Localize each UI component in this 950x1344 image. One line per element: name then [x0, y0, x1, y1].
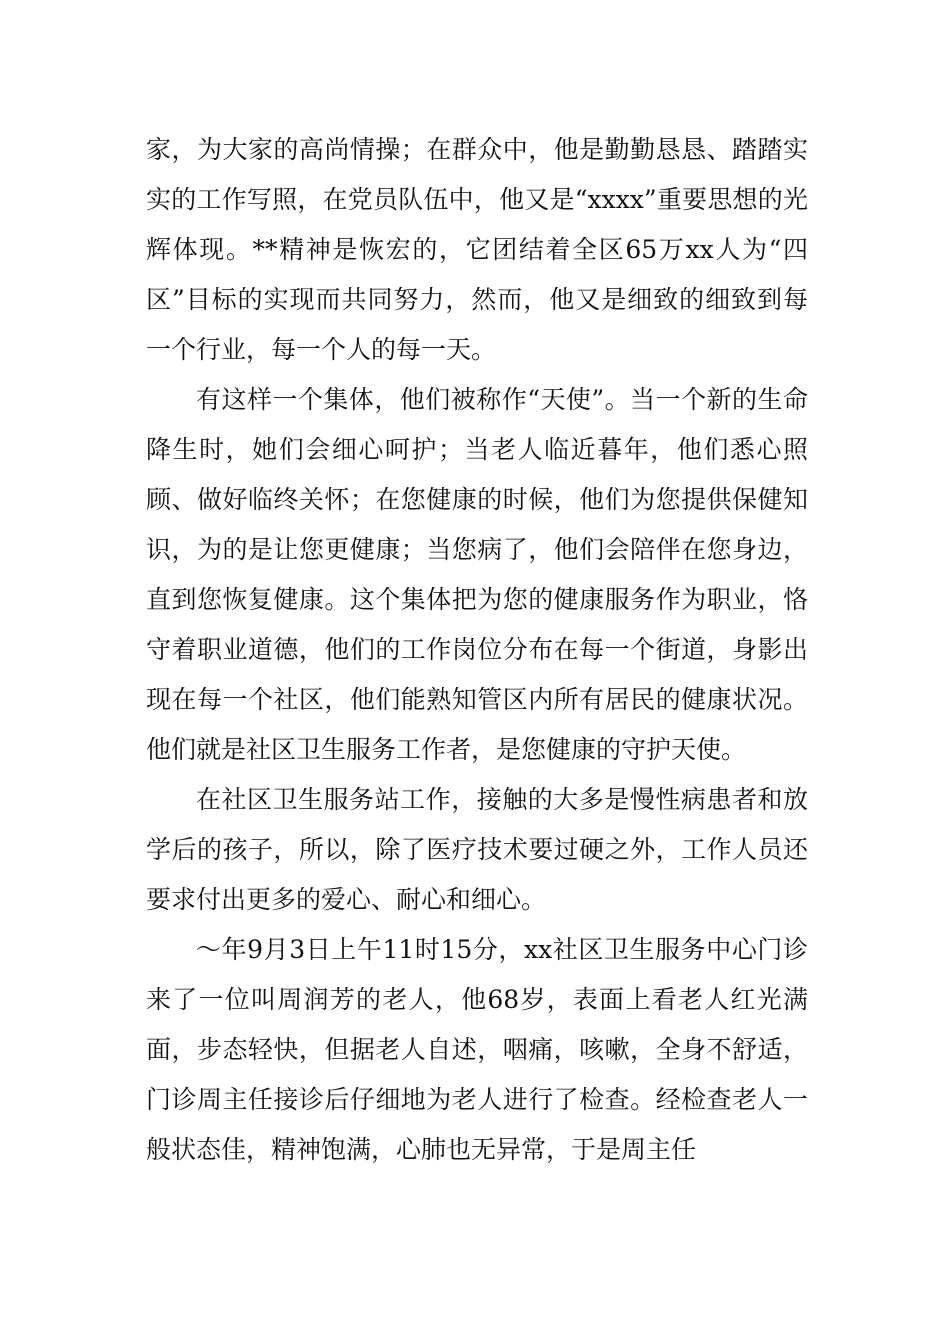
paragraph-angels: 有这样一个集体，他们被称作“天使”。当一个新的生命降生时，她们会细心呵护；当老人临近暮年，他们悉心照顾、做好临终关怀；在您健康的时候，他们为您提供保健知识，为的是让您更健康；当您病了，他们会陪伴在您身边，直到您恢复健康。这个集体把为您的健康服务作为职业，恪守着职业道德，他们的工作岗位分布在每一个街道，身影出现在每一个社区，他们能熟知管区内所有居民的健康状况。他们就是社区卫生服务工作者，是您健康的守护天使。: [146, 385, 808, 764]
document-body: [146, 125, 808, 1175]
paragraph-case: ～年9月3日上午11时15分，xx社区卫生服务中心门诊来了一位叫周润芳的老人，他68岁，表面上看老人红光满面，步态轻快，但据老人自述，咽痛，咳嗽，全身不舒适，门诊周主任接诊后仔细地为老人进行了检查。经检查老人一般状态佳，精神饱满，心肺也无异常，于是周主任: [146, 935, 808, 1164]
paragraph-work: 在社区卫生服务站工作，接触的大多是慢性病患者和放学后的孩子，所以，除了医疗技术要过硬之外，工作人员还要求付出更多的爱心、耐心和细心。: [146, 785, 808, 914]
paragraph-continuation: 家，为大家的高尚情操；在群众中，他是勤勤恳恳、踏踏实实的工作写照，在党员队伍中，他又是“xxxx”重要思想的光辉体现。**精神是恢宏的，它团结着全区65万xx人为“四区”目标的实现而共同努力，然而，他又是细致的细致到每一个行业，每一个人的每一天。: [146, 135, 808, 364]
